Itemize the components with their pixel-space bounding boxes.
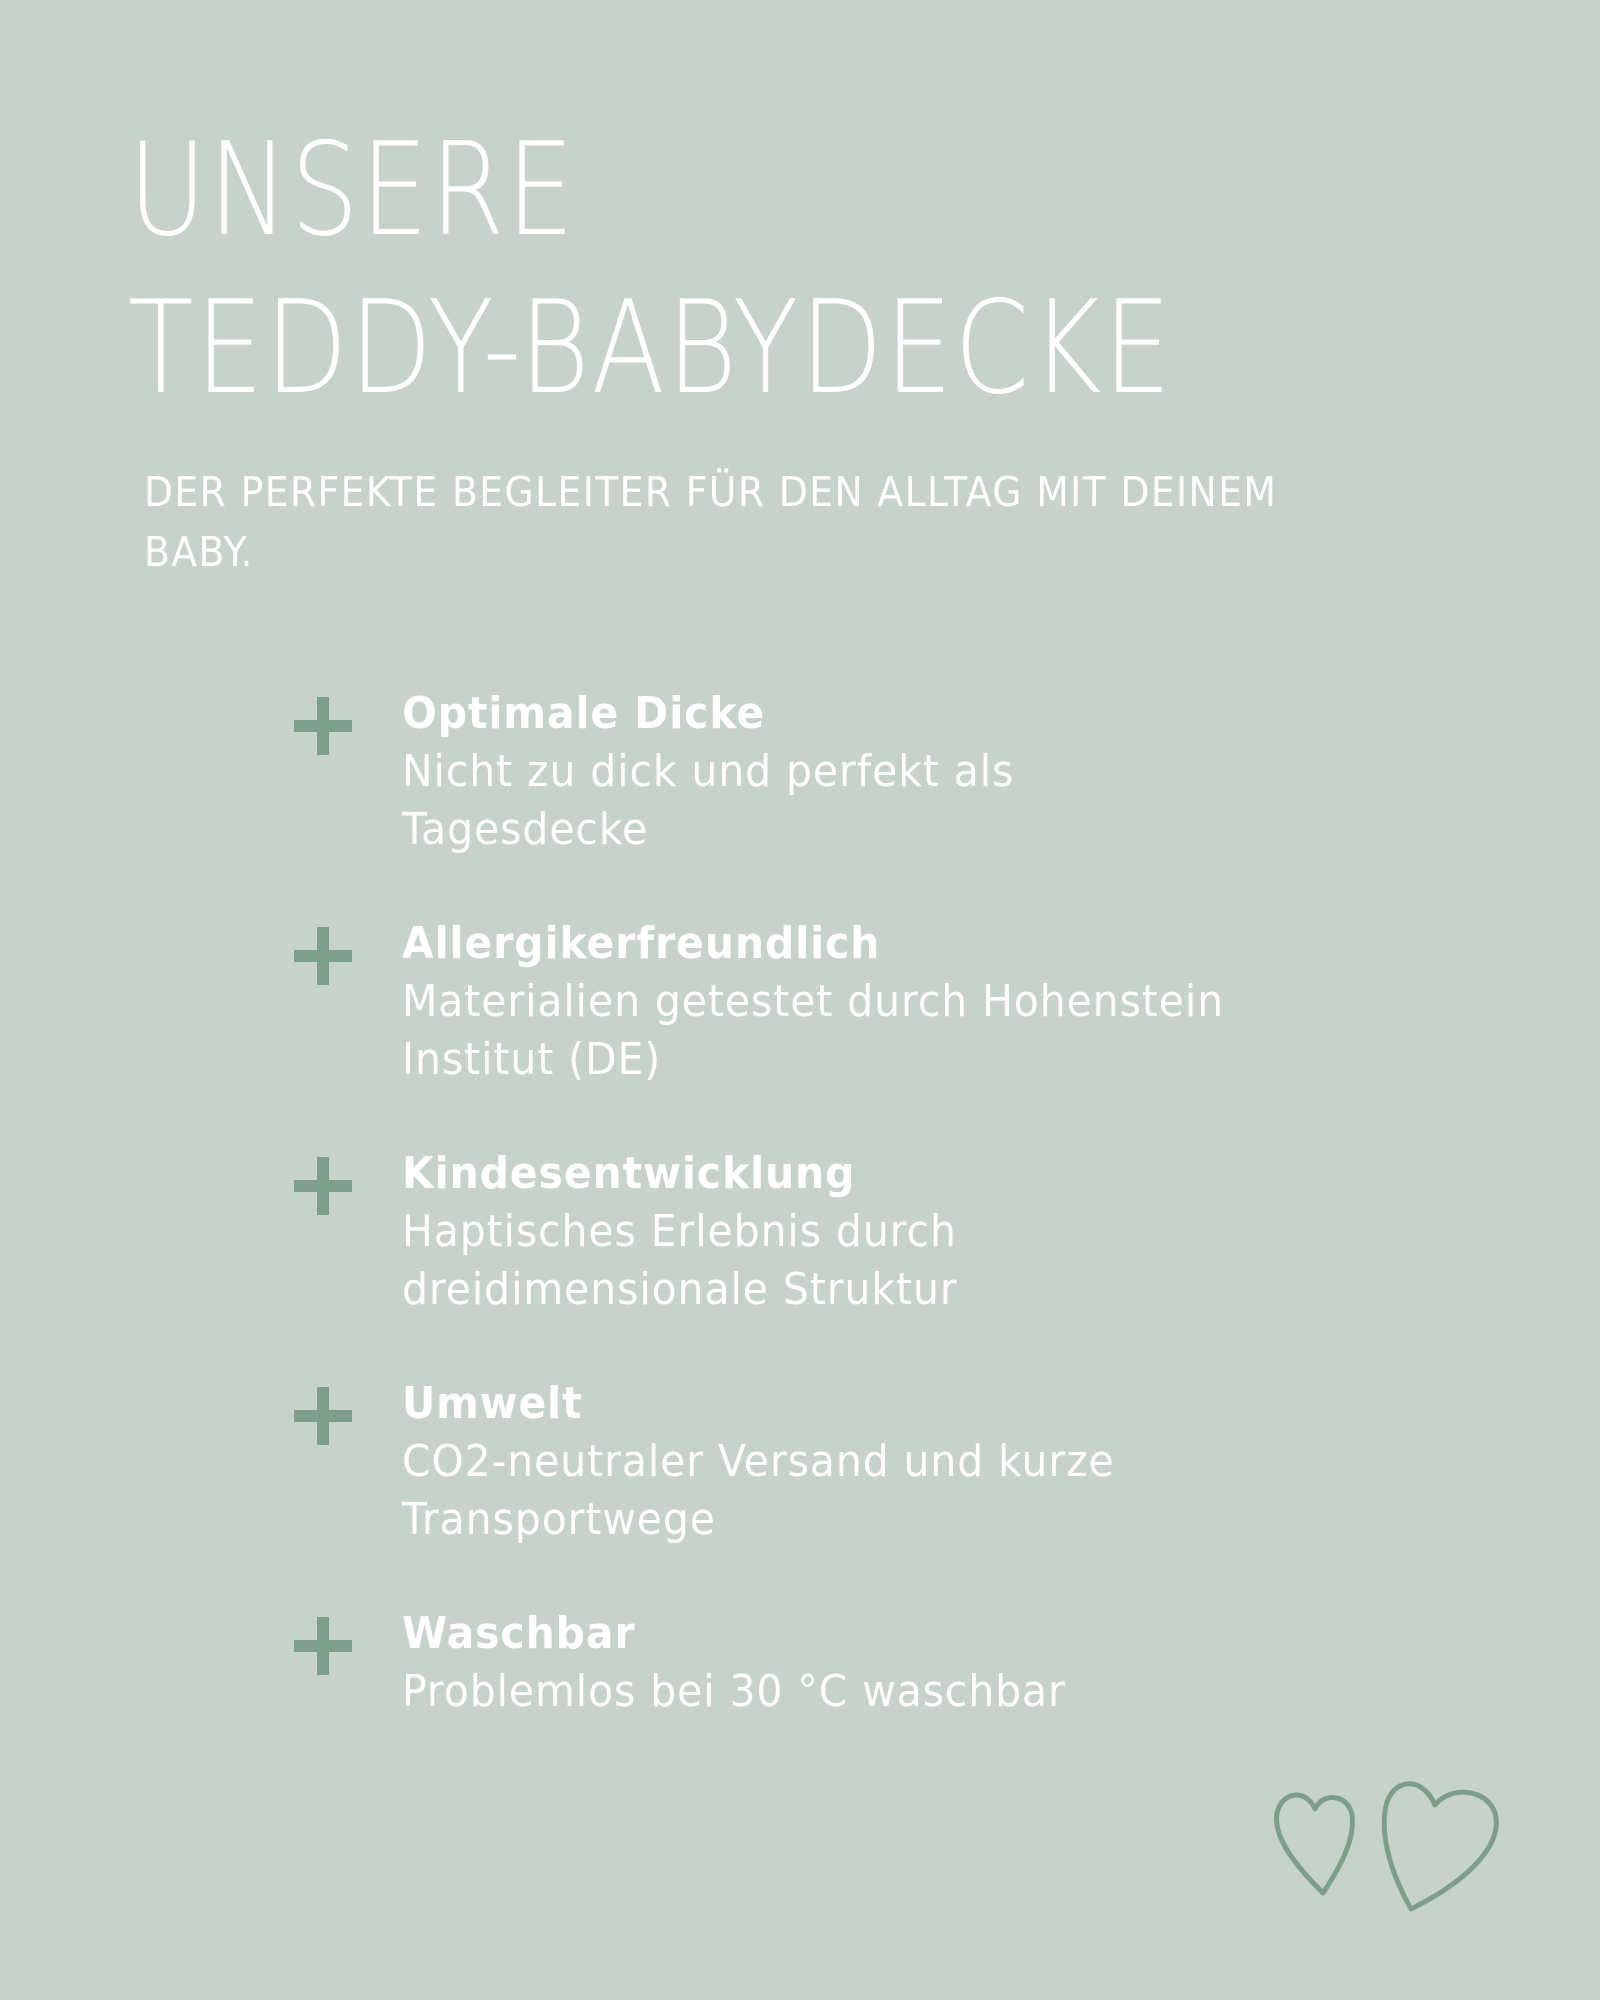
plus-icon bbox=[294, 1617, 352, 1675]
feature-text bbox=[402, 1145, 1332, 1319]
title-line-2: TEDDY-BABYDECKE bbox=[128, 274, 1173, 423]
feature-description: Haptisches Erlebnis durch dreidimensionale Struktur bbox=[402, 1206, 958, 1315]
feature-item bbox=[290, 1375, 1440, 1605]
plus-icon bbox=[294, 1387, 352, 1445]
feature-title: Kindesentwicklung bbox=[402, 1148, 856, 1199]
feature-item bbox=[290, 685, 1440, 915]
small-heart-icon bbox=[1277, 1795, 1353, 1893]
feature-list bbox=[290, 685, 1440, 1755]
feature-item bbox=[290, 1145, 1440, 1375]
hearts-icon bbox=[1265, 1765, 1525, 1925]
feature-text bbox=[402, 1375, 1332, 1549]
feature-description: Problemlos bei 30 °C waschbar bbox=[402, 1666, 1066, 1717]
feature-description: Materialien getestet durch Hohenstein Institut (DE) bbox=[402, 976, 1225, 1085]
feature-text bbox=[402, 1605, 1332, 1721]
feature-text bbox=[402, 915, 1332, 1089]
feature-description: CO2-neutraler Versand und kurze Transportwege bbox=[402, 1436, 1115, 1545]
title-line-1: UNSERE bbox=[128, 116, 577, 265]
feature-description: Nicht zu dick und perfekt als Tagesdecke bbox=[402, 746, 1015, 855]
feature-title: Allergikerfreundlich bbox=[402, 918, 881, 969]
plus-icon bbox=[294, 697, 352, 755]
feature-title: Umwelt bbox=[402, 1378, 583, 1429]
feature-item bbox=[290, 1605, 1440, 1755]
feature-title: Waschbar bbox=[402, 1608, 636, 1659]
feature-title: Optimale Dicke bbox=[402, 688, 766, 739]
plus-icon bbox=[294, 1157, 352, 1215]
subtitle: DER PERFEKTE BEGLEITER FÜR DEN ALLTAG MIT DEINEM BABY. bbox=[144, 468, 1278, 576]
large-heart-icon bbox=[1384, 1784, 1496, 1909]
plus-icon bbox=[294, 927, 352, 985]
feature-item bbox=[290, 915, 1440, 1145]
feature-text bbox=[402, 685, 1332, 859]
page-title bbox=[128, 112, 1304, 428]
